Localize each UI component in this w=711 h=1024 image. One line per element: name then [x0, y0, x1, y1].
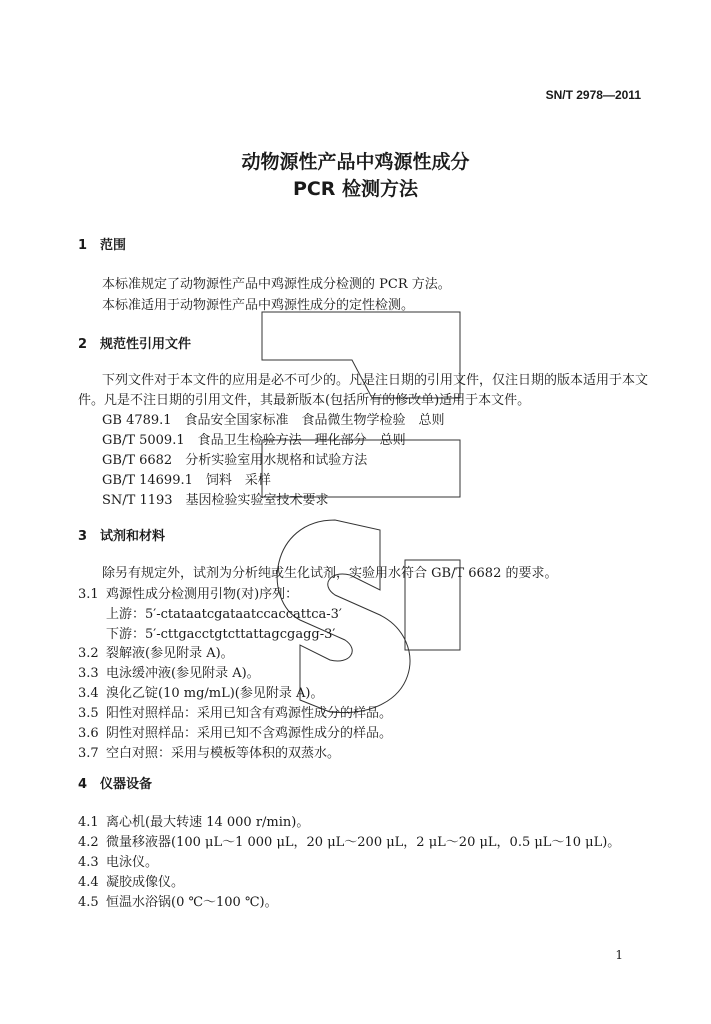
item-text: 电泳仪。	[106, 855, 159, 870]
item-number: 3.3	[78, 666, 99, 681]
primer-downstream: 下游：5′-cttgacctgtcttattagcgagg-3′	[106, 627, 336, 642]
paragraph: 下列文件对于本文件的应用是必不可少的。凡是注日期的引用文件，仅注日期的版本适用于本文	[102, 373, 649, 388]
paragraph: 本标准规定了动物源性产品中鸡源性成分检测的 PCR 方法。	[102, 277, 451, 292]
list-item	[78, 851, 158, 870]
section-3-heading	[78, 525, 165, 544]
list-item	[78, 702, 392, 721]
section-number: 3	[78, 529, 88, 544]
document-title-line2: PCR 检测方法	[292, 178, 419, 200]
document-title-line1: 动物源性产品中鸡源性成分	[241, 151, 470, 173]
item-number: 3.7	[78, 746, 99, 761]
item-text: 离心机(最大转速 14 000 r/min)。	[106, 815, 310, 830]
list-item	[78, 642, 234, 661]
section-4-heading	[78, 773, 152, 792]
item-text: 裂解液(参见附录 A)。	[106, 646, 234, 661]
item-number: 4.1	[78, 815, 99, 830]
list-item	[78, 662, 260, 681]
paragraph: 件。凡是不注日期的引用文件，其最新版本(包括所有的修改单)适用于本文件。	[78, 393, 531, 408]
item-number: 4.5	[78, 895, 99, 910]
section-number: 4	[78, 777, 88, 792]
item-text: 阳性对照样品：采用已知含有鸡源性成分的样品。	[106, 706, 393, 721]
item-number: 3.4	[78, 686, 99, 701]
list-item	[78, 682, 323, 701]
paragraph: 本标准适用于动物源性产品中鸡源性成分的定性检测。	[102, 298, 415, 313]
reference-item: GB 4789.1 食品安全国家标准 食品微生物学检验 总则	[102, 413, 445, 428]
section-title: 试剂和材料	[100, 529, 166, 544]
list-item	[78, 742, 340, 761]
list-item	[78, 811, 309, 830]
section-1-heading	[78, 234, 126, 253]
item-text: 恒温水浴锅(0 ℃～100 ℃)。	[106, 895, 278, 910]
primer-upstream: 上游：5′-ctataatcgataatccaccattca-3′	[106, 607, 342, 622]
item-number: 4.4	[78, 875, 99, 890]
section-title: 规范性引用文件	[100, 337, 192, 352]
reference-item: GB/T 5009.1 食品卫生检验方法 理化部分 总则	[102, 433, 406, 448]
item-number: 3.5	[78, 706, 99, 721]
list-item	[78, 871, 184, 890]
paragraph: 除另有规定外，试剂为分析纯或生化试剂，实验用水符合 GB/T 6682 的要求。	[102, 566, 558, 581]
item-number: 3.6	[78, 726, 99, 741]
item-number: 3.2	[78, 646, 99, 661]
standard-number: SN/T 2978—2011	[545, 88, 641, 102]
item-text: 电泳缓冲液(参见附录 A)。	[106, 666, 260, 681]
reference-item: SN/T 1193 基因检验实验室技术要求	[102, 493, 329, 508]
item-number: 3.1	[78, 587, 99, 602]
reference-item: GB/T 14699.1 饲料 采样	[102, 473, 271, 488]
item-text: 微量移液器(100 μL～1 000 μL，20 μL～200 μL，2 μL～20 μL，0.5 μL～10 μL)。	[106, 835, 621, 850]
list-item	[78, 722, 392, 741]
section-number: 1	[78, 238, 88, 253]
page-number: 1	[615, 948, 623, 962]
item-text: 鸡源性成分检测用引物(对)序列：	[106, 587, 299, 602]
item-text: 凝胶成像仪。	[106, 875, 185, 890]
item-text: 溴化乙锭(10 mg/mL)(参见附录 A)。	[106, 686, 324, 701]
item-text: 空白对照：采用与模板等体积的双蒸水。	[106, 746, 341, 761]
item-number: 4.3	[78, 855, 99, 870]
list-item	[78, 831, 620, 850]
item-number: 4.2	[78, 835, 99, 850]
section-title: 仪器设备	[100, 777, 153, 792]
item-text: 阴性对照样品：采用已知不含鸡源性成分的样品。	[106, 726, 393, 741]
section-title: 范围	[100, 238, 127, 253]
section-number: 2	[78, 337, 88, 352]
reference-item: GB/T 6682 分析实验室用水规格和试验方法	[102, 453, 368, 468]
section-2-heading	[78, 333, 191, 352]
list-item	[78, 891, 278, 910]
list-item	[78, 583, 298, 602]
